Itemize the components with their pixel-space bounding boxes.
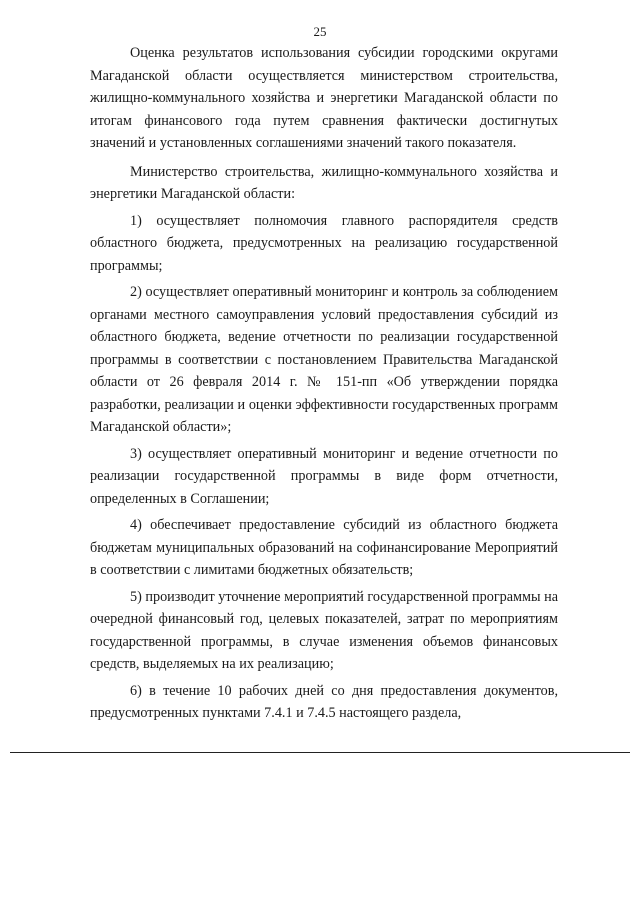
list-item-5: 5) производит уточнение мероприятий государственной программы на очередной финансовый год, целевых показателей, затрат по мероприятиям государственной программы, в случае изменения объемов финансовых средств, выделяемых на их реализацию; (90, 588, 558, 672)
page-number: 25 (313, 24, 327, 39)
page-bottom-divider (10, 752, 630, 753)
list-item-2: 2) осуществляет оперативный мониторинг и контроль за соблюдением органами местного самоуправления условий предоставления субсидий из областного бюджета, ведение отчетности по реализации государственной программы в соответствии с постановлением Правительства Магаданской области от 26 февраля 2014 г. № 151-пп «Об утверждении порядка разработки, реализации и оценки эффективности государственных программ Магаданской области»; (90, 284, 558, 435)
list-item-6: 6) в течение 10 рабочих дней со дня предоставления документов, предусмотренных пунктами 7.4.1 и 7.4.5 настоящего раздела, (90, 682, 558, 721)
paragraph-ministry-intro: Министерство строительства, жилищно-коммунального хозяйства и энергетики Магаданской области: (90, 163, 558, 202)
list-item-3: 3) осуществляет оперативный мониторинг и ведение отчетности по реализации государственной программы в виде форм отчетности, определенных в Соглашении; (90, 445, 558, 507)
list-item-1: 1) осуществляет полномочия главного распорядителя средств областного бюджета, предусмотренных на реализацию государственной программы; (90, 212, 558, 274)
paragraph-subsidy-evaluation: Оценка результатов использования субсидии городскими округами Магаданской области осуществляется министерством строительства, жилищно-коммунального хозяйства и энергетики Магаданской области по итогам финансового года путем сравнения фактически достигнутых значений и установленных соглашениями значений такого показателя. (90, 45, 558, 151)
list-item-4: 4) обеспечивает предоставление субсидий из областного бюджета бюджетам муниципальных образований на софинансирование Мероприятий в соответствии с лимитами бюджетных обязательств; (90, 517, 558, 578)
document-body (90, 42, 558, 729)
